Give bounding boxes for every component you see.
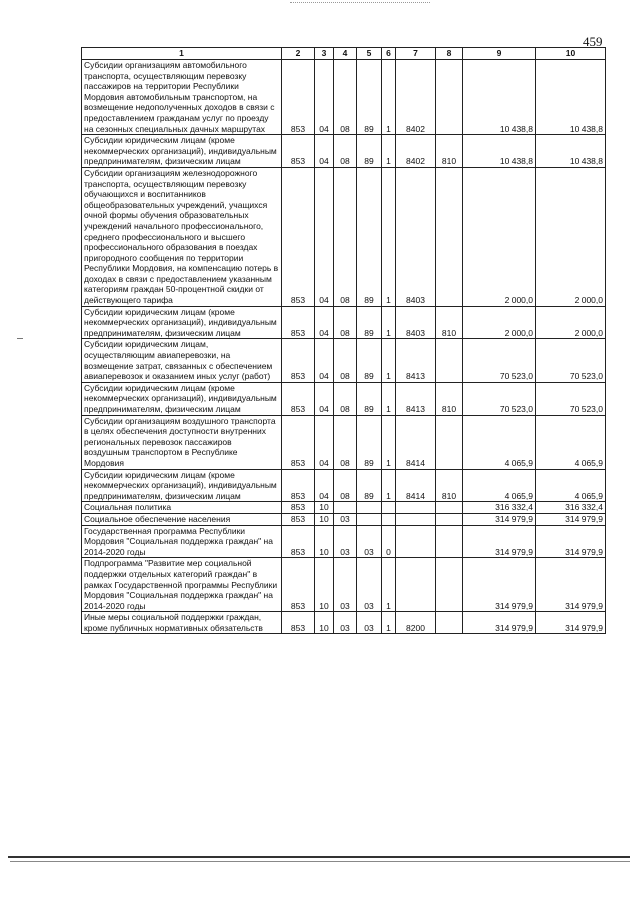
amount-col9: 10 438,8 (463, 135, 536, 168)
subprogram-code: 1 (382, 167, 396, 306)
subprogram-code: 1 (382, 612, 396, 634)
col-header: 4 (334, 48, 357, 60)
subprogram-code: 1 (382, 382, 396, 415)
row-name: Субсидии юридическим лицам (кроме некоммерческих организаций), индивидуальным предпринимателям, физическим лицам (82, 382, 282, 415)
subsection-code: 03 (334, 612, 357, 634)
subsection-code: 08 (334, 339, 357, 382)
table-header-row (82, 48, 606, 60)
subsection-code: 08 (334, 469, 357, 502)
ministry-code: 853 (282, 469, 315, 502)
amount-col10: 2 000,0 (536, 167, 606, 306)
program-code: 03 (357, 525, 382, 558)
amount-col9: 316 332,4 (463, 502, 536, 514)
ministry-code: 853 (282, 135, 315, 168)
subprogram-code (382, 502, 396, 514)
row-name: Социальная политика (82, 502, 282, 514)
ministry-code: 853 (282, 167, 315, 306)
target-code (396, 558, 436, 612)
program-code: 89 (357, 135, 382, 168)
expense-type-code (436, 525, 463, 558)
amount-col10: 70 523,0 (536, 382, 606, 415)
target-code: 8402 (396, 135, 436, 168)
amount-col9: 314 979,9 (463, 513, 536, 525)
section-code: 04 (315, 167, 334, 306)
scan-artifact-left (17, 338, 23, 339)
amount-col9: 10 438,8 (463, 60, 536, 135)
scan-artifact-top (290, 2, 430, 6)
expense-type-code (436, 339, 463, 382)
section-code: 04 (315, 339, 334, 382)
table-row (82, 513, 606, 525)
col-header: 7 (396, 48, 436, 60)
row-name: Социальное обеспечение населения (82, 513, 282, 525)
table-row (82, 612, 606, 634)
expense-type-code: 810 (436, 306, 463, 339)
amount-col10: 314 979,9 (536, 612, 606, 634)
amount-col10: 314 979,9 (536, 558, 606, 612)
program-code: 89 (357, 167, 382, 306)
ministry-code: 853 (282, 339, 315, 382)
ministry-code: 853 (282, 513, 315, 525)
section-code: 10 (315, 513, 334, 525)
amount-col9: 314 979,9 (463, 525, 536, 558)
row-name: Государственная программа Республики Мордовия "Социальная поддержка граждан" на 2014-2020 годы (82, 525, 282, 558)
subprogram-code: 1 (382, 60, 396, 135)
program-code: 03 (357, 558, 382, 612)
subsection-code: 08 (334, 167, 357, 306)
program-code: 89 (357, 60, 382, 135)
amount-col9: 2 000,0 (463, 167, 536, 306)
section-code: 10 (315, 502, 334, 514)
amount-col9: 4 065,9 (463, 469, 536, 502)
program-code (357, 513, 382, 525)
amount-col9: 2 000,0 (463, 306, 536, 339)
amount-col9: 314 979,9 (463, 612, 536, 634)
subsection-code: 03 (334, 525, 357, 558)
page-number: 459 (583, 34, 603, 49)
expense-type-code: 810 (436, 469, 463, 502)
ministry-code: 853 (282, 525, 315, 558)
col-header: 2 (282, 48, 315, 60)
amount-col10: 2 000,0 (536, 306, 606, 339)
row-name: Субсидии юридическим лицам, осуществляющим авиаперевозки, на возмещение затрат, связанных с обеспечением авиаперевозок и оказанием иных услуг (работ) (82, 339, 282, 382)
row-name: Субсидии организациям железнодорожного транспорта, осуществляющим перевозку обучающихся и воспитанников общеобразовательных учреждений, учащихся очной формы обучения образовательных учреждений начального профессионального, среднего профессионального и высшего профессионального образования в поездах пригородного сообщения по территории Республики Мордовия, на компенсацию потерь в доходах в связи с предоставлением указанным категориям граждан 50-процентной скидки от действующего тарифа (82, 167, 282, 306)
table-row (82, 135, 606, 168)
amount-col10: 70 523,0 (536, 339, 606, 382)
section-code: 10 (315, 525, 334, 558)
subprogram-code: 1 (382, 306, 396, 339)
subprogram-code: 1 (382, 339, 396, 382)
expense-type-code (436, 612, 463, 634)
expense-type-code (436, 415, 463, 469)
row-name: Подпрограмма "Развитие мер социальной поддержки отдельных категорий граждан" в рамках Государственной программы Республики Мордовия "Социальная поддержка граждан" на 2014-2020 годы (82, 558, 282, 612)
amount-col10: 4 065,9 (536, 415, 606, 469)
program-code (357, 502, 382, 514)
section-code: 04 (315, 135, 334, 168)
amount-col10: 10 438,8 (536, 135, 606, 168)
table-row (82, 558, 606, 612)
ministry-code: 853 (282, 558, 315, 612)
target-code (396, 513, 436, 525)
target-code: 8403 (396, 167, 436, 306)
col-header: 10 (536, 48, 606, 60)
amount-col9: 70 523,0 (463, 382, 536, 415)
amount-col10: 314 979,9 (536, 513, 606, 525)
col-header: 6 (382, 48, 396, 60)
target-code: 8413 (396, 339, 436, 382)
page-bottom-rule (8, 856, 630, 858)
col-header: 5 (357, 48, 382, 60)
amount-col10: 314 979,9 (536, 525, 606, 558)
expense-type-code (436, 513, 463, 525)
table-row (82, 167, 606, 306)
ministry-code: 853 (282, 382, 315, 415)
expense-type-code: 810 (436, 135, 463, 168)
program-code: 03 (357, 612, 382, 634)
section-code: 04 (315, 382, 334, 415)
program-code: 89 (357, 339, 382, 382)
expense-type-code (436, 167, 463, 306)
subprogram-code: 1 (382, 469, 396, 502)
subsection-code: 08 (334, 415, 357, 469)
table-row (82, 306, 606, 339)
budget-table (81, 47, 606, 634)
row-name: Субсидии организациям воздушного транспорта в целях обеспечения доступности внутренних региональных перевозок пассажиров воздушным транспортом в Республике Мордовия (82, 415, 282, 469)
ministry-code: 853 (282, 502, 315, 514)
ministry-code: 853 (282, 306, 315, 339)
section-code: 10 (315, 558, 334, 612)
subsection-code: 08 (334, 382, 357, 415)
row-name: Иные меры социальной поддержки граждан, кроме публичных нормативных обязательств (82, 612, 282, 634)
target-code: 8402 (396, 60, 436, 135)
row-name: Субсидии юридическим лицам (кроме некоммерческих организаций), индивидуальным предпринимателям, физическим лицам (82, 469, 282, 502)
subsection-code: 08 (334, 306, 357, 339)
amount-col9: 314 979,9 (463, 558, 536, 612)
subprogram-code (382, 513, 396, 525)
section-code: 04 (315, 306, 334, 339)
target-code: 8414 (396, 415, 436, 469)
target-code: 8413 (396, 382, 436, 415)
target-code (396, 502, 436, 514)
expense-type-code: 810 (436, 382, 463, 415)
col-header: 8 (436, 48, 463, 60)
section-code: 04 (315, 469, 334, 502)
program-code: 89 (357, 415, 382, 469)
target-code: 8200 (396, 612, 436, 634)
row-name: Субсидии юридическим лицам (кроме некоммерческих организаций), индивидуальным предпринимателям, физическим лицам (82, 306, 282, 339)
target-code: 8414 (396, 469, 436, 502)
expense-type-code (436, 502, 463, 514)
program-code: 89 (357, 469, 382, 502)
table-row (82, 469, 606, 502)
col-header: 3 (315, 48, 334, 60)
section-code: 10 (315, 612, 334, 634)
amount-col10: 10 438,8 (536, 60, 606, 135)
subprogram-code: 1 (382, 135, 396, 168)
table-row (82, 502, 606, 514)
section-code: 04 (315, 415, 334, 469)
ministry-code: 853 (282, 612, 315, 634)
subprogram-code: 1 (382, 415, 396, 469)
target-code: 8403 (396, 306, 436, 339)
subsection-code: 03 (334, 513, 357, 525)
ministry-code: 853 (282, 60, 315, 135)
row-name: Субсидии юридическим лицам (кроме некоммерческих организаций), индивидуальным предпринимателям, физическим лицам (82, 135, 282, 168)
row-name: Субсидии организациям автомобильного транспорта, осуществляющим перевозку пассажиров на территории Республики Мордовия автомобильным транспортом, на возмещение недополученных доходов в связи с предоставлением гражданам услуг по проезду на сезонных специальных дачных маршрутах (82, 60, 282, 135)
amount-col9: 70 523,0 (463, 339, 536, 382)
expense-type-code (436, 60, 463, 135)
program-code: 89 (357, 382, 382, 415)
target-code (396, 525, 436, 558)
col-header: 1 (82, 48, 282, 60)
table-row (82, 339, 606, 382)
amount-col10: 316 332,4 (536, 502, 606, 514)
amount-col10: 4 065,9 (536, 469, 606, 502)
section-code: 04 (315, 60, 334, 135)
expense-type-code (436, 558, 463, 612)
subsection-code: 08 (334, 60, 357, 135)
subsection-code: 03 (334, 558, 357, 612)
table-row (82, 525, 606, 558)
subprogram-code: 1 (382, 558, 396, 612)
table-row (82, 382, 606, 415)
page-bottom-rule-secondary (10, 861, 630, 862)
table-row (82, 415, 606, 469)
amount-col9: 4 065,9 (463, 415, 536, 469)
program-code: 89 (357, 306, 382, 339)
subprogram-code: 0 (382, 525, 396, 558)
col-header: 9 (463, 48, 536, 60)
ministry-code: 853 (282, 415, 315, 469)
table-row (82, 60, 606, 135)
subsection-code: 08 (334, 135, 357, 168)
subsection-code (334, 502, 357, 514)
